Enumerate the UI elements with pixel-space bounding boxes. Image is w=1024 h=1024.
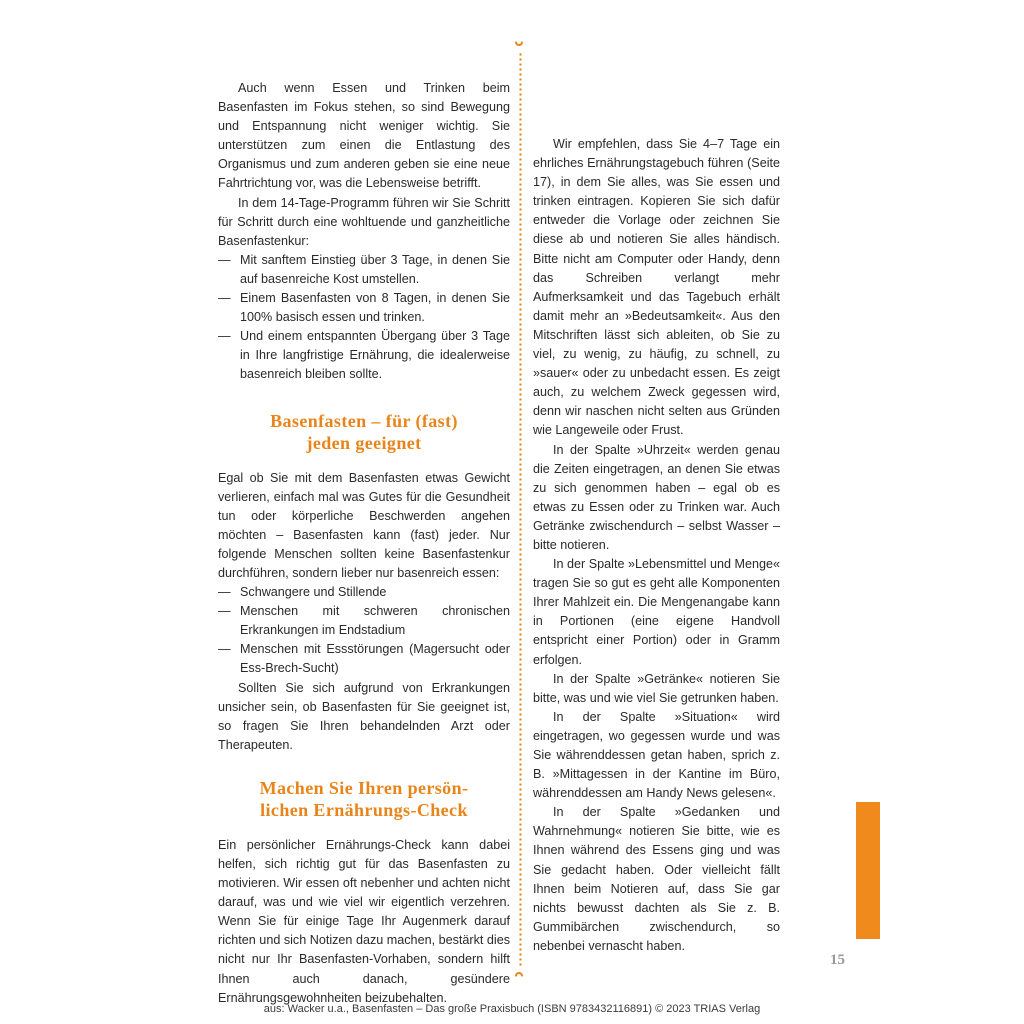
left-column <box>218 79 510 1008</box>
right-paragraph-3: In der Spalte »Lebensmittel und Menge« tragen Sie so gut es geht alle Komponenten Ihrer Mahlzeit ein. Die Mengenangabe kann in Portionen (eine eigene Handvoll entspricht einer Portion) oder in Gramm erfolgen. <box>533 557 780 667</box>
list-item: — Menschen mit Essstörungen (Magersucht oder Ess-Brech-Sucht) <box>218 642 510 676</box>
right-paragraph-2: In der Spalte »Uhrzeit« werden genau die Zeiten eingetragen, an denen Sie etwas zu sich genommen haben – egal ob es etwas zu Essen oder zu Trinken war. Auch Getränke zwischendurch – selbst Wasser – bitte notieren. <box>533 442 780 552</box>
section-heading-basenfasten: Basenfasten – für (fast) jeden geeignet <box>270 410 458 453</box>
divider-top-ornament <box>515 38 523 46</box>
intro-paragraph-2: In dem 14-Tage-Programm führen wir Sie Schritt für Schritt durch eine wohltuende und ganzheitliche Basenfastenkur: <box>218 195 510 248</box>
chapter-tab-marker <box>856 802 880 939</box>
divider-bottom-ornament <box>515 972 523 980</box>
section-heading-ernaehrungs-check: Machen Sie Ihren persön- lichen Ernährungs-Check <box>259 777 469 820</box>
section1-paragraph: Egal ob Sie mit dem Basenfasten etwas Gewicht verlieren, einfach mal was Gutes für die Gesundheit tun oder körperliche Beschwerden angehen möchten – Basenfasten kann (fast) jeder. Nur folgende Menschen sollten keine Basenfastenkur durchführen, sondern lieber nur basenreich essen: <box>218 470 510 580</box>
list-item: — Menschen mit schweren chronischen Erkrankungen im Endstadium <box>218 604 510 638</box>
column-divider <box>519 46 522 972</box>
page-number: 15 <box>830 952 845 968</box>
right-paragraph-1: Wir empfehlen, dass Sie 4–7 Tage ein ehrliches Ernährungstagebuch führen (Seite 17), in dem Sie alles, was Sie essen und trinken eintragen. Kopieren Sie sich dafür entweder die Vorlage oder zeichnen Sie diese ab und notieren Sie alles händisch. Bitte nicht am Computer oder Handy, denn das Schreiben verlangt mehr Aufmerksamkeit und das Tagebuch erhält damit mehr an »Bedeutsamkeit«. Aus den Mitschriften lässt sich ableiten, ob Sie zu viel, zu wenig, zu häufig, zu schnell, zu »sauer« oder zu unbedacht essen. Es zeigt auch, zu welchem Zweck gegessen wird, denn wir naschen nicht selten aus Gründen wie Langeweile oder Frust. <box>533 137 780 438</box>
right-column <box>533 135 780 956</box>
right-paragraph-4: In der Spalte »Getränke« notieren Sie bitte, was und wie viel Sie getrunken haben. <box>533 671 780 705</box>
right-paragraph-5: In der Spalte »Situation« wird eingetragen, wo gegessen wurde und was Sie währenddessen getan haben, sprich z. B. »Mittagessen in der Kantine im Büro, währenddessen am Handy News gelesen«. <box>533 709 780 801</box>
section1-closing: Sollten Sie sich aufgrund von Erkrankungen unsicher sein, ob Basenfasten für Sie geeignet ist, so fragen Sie Ihren behandelnden Arzt oder Therapeuten. <box>218 680 510 752</box>
exclusion-list <box>218 583 510 678</box>
section2-paragraph: Ein persönlicher Ernährungs-Check kann dabei helfen, sich richtig gut für das Basenfasten zu motivieren. Wir essen oft nebenher und achten nicht darauf, was und wie viel wir eigentlich verzehren. Wenn Sie für einige Tage Ihr Augenmerk darauf richten und sich Notizen dazu machen, bestärkt dies nicht nur Ihr Basenfasten-Vorhaben, sondern hilft Ihnen auch danach, gesündere Ernährungsgewohnheiten beizubehalten. <box>218 837 510 1005</box>
list-item: — Einem Basenfasten von 8 Tagen, in denen Sie 100% basisch essen und trinken. <box>218 291 510 325</box>
right-paragraph-6: In der Spalte »Gedanken und Wahrnehmung« notieren Sie bitte, wie es Ihnen während des Essens ging und was Sie gedacht haben. Oder vielleicht fällt Ihnen beim Notieren auf, dass Sie gar nichts bewusst dachten als Sie z. B. Gummibärchen zwischendurch, so nebenbei vernascht haben. <box>533 805 780 953</box>
list-item: — Mit sanftem Einstieg über 3 Tage, in denen Sie auf basenreiche Kost umstellen. <box>218 252 510 286</box>
list-item: — Schwangere und Stillende <box>218 585 387 600</box>
list-item: — Und einem entspannten Übergang über 3 Tage in Ihre langfristige Ernährung, die idealerweise basenreich bleiben sollte. <box>218 329 510 382</box>
program-list <box>218 251 510 385</box>
intro-paragraph-1: Auch wenn Essen und Trinken beim Basenfasten im Fokus stehen, so sind Bewegung und Entspannung nicht weniger wichtig. Sie unterstützen zum einen die Entlastung des Organismus und zum anderen geben sie eine neue Fahrtrichtung vor, was die Lebensweise betrifft. <box>218 81 510 191</box>
footer-citation: aus: Wacker u.a., Basenfasten – Das große Praxisbuch (ISBN 9783432116891) © 2023 TRIAS Verlag <box>263 1003 761 1015</box>
